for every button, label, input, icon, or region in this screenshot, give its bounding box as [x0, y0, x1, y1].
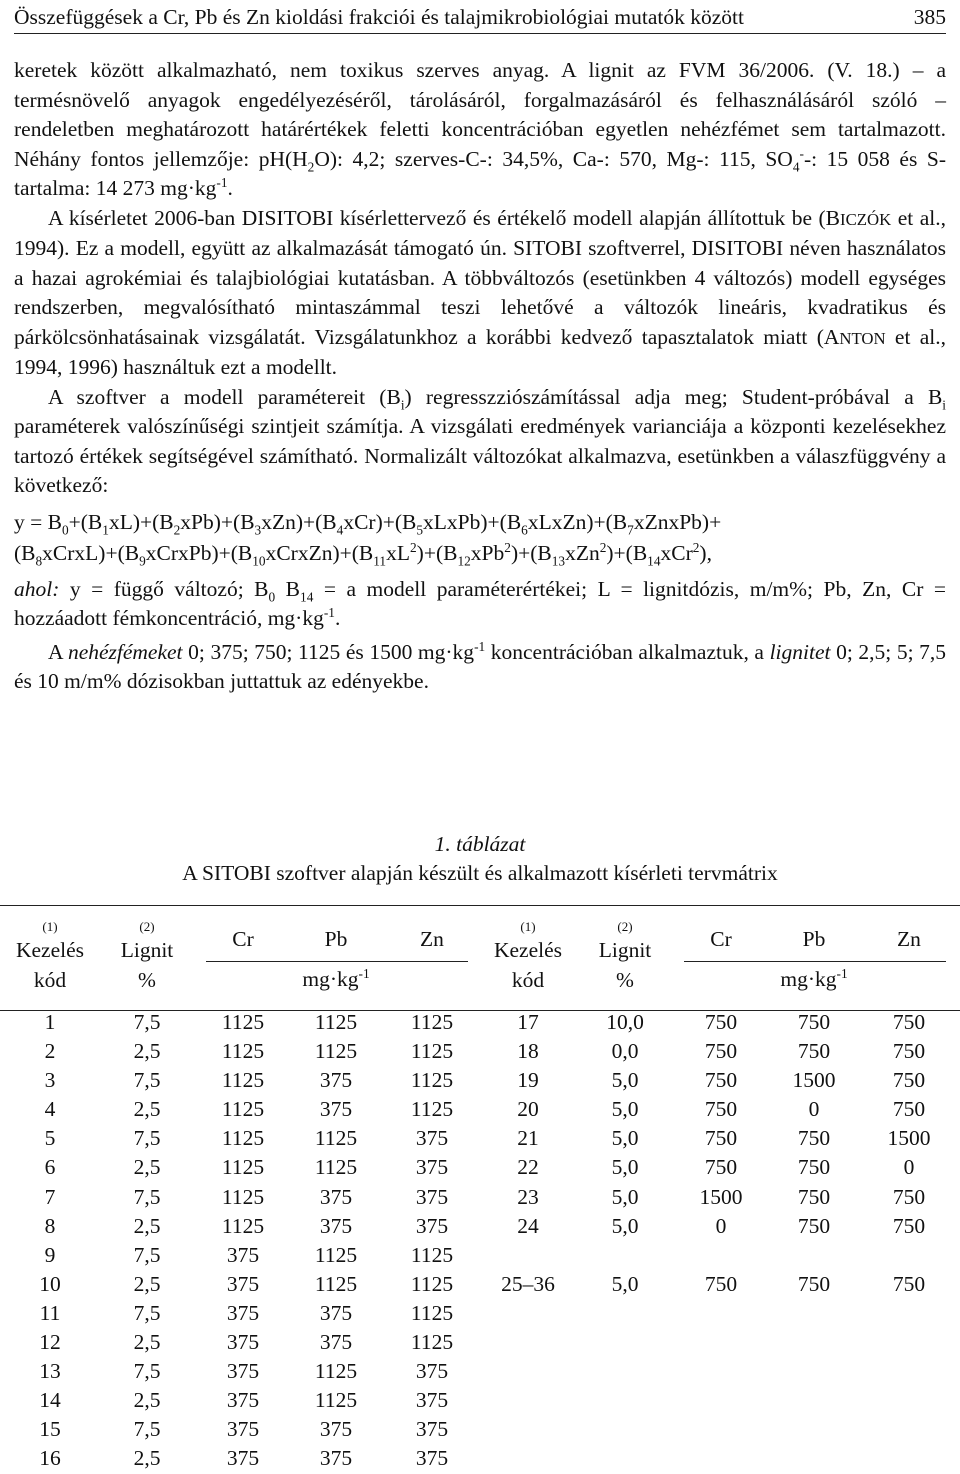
table-cell: 0,0 — [611, 1039, 639, 1064]
table-cell: 5,0 — [611, 1068, 639, 1093]
table-cell: 750 — [704, 1155, 738, 1180]
table-cell — [488, 1241, 568, 1270]
table-cell: 750 — [892, 1010, 926, 1034]
header-code-right: kód — [511, 968, 545, 992]
table-cell: 0 — [715, 1213, 727, 1238]
table-cell: 11 — [39, 1300, 61, 1325]
table-cell: 375 — [226, 1330, 260, 1355]
table-cell: 25–36 — [501, 1271, 555, 1296]
table-cell: 7 — [44, 1184, 56, 1209]
table-title: A SITOBI szoftver alapján készült és alkalmazott kísérleti tervmátrix — [182, 861, 778, 885]
header-treatment: Kezelés — [15, 938, 85, 962]
table-cell: 1125 — [410, 1242, 454, 1267]
equation-line-1: $y = B_0+(B_1xL)+(B_2xPb)+(B_3xZn)+(B_4xCr)+(B_5xLxPb)+(B_6xLxZn)+(B_7xZnxPb)+$ — [14, 509, 722, 537]
unit-rule-left — [206, 961, 468, 962]
table-cell: 0 — [903, 1155, 915, 1180]
table-cell: 750 — [797, 1039, 831, 1064]
table-cell: 1125 — [410, 1097, 454, 1122]
table-cell: 18 — [517, 1039, 539, 1064]
header-treatment-right: Kezelés — [493, 938, 563, 962]
body-text — [14, 56, 946, 697]
header-unit-right: $mg\cdot kg^{-1}$ — [780, 965, 848, 991]
table-cell: 375 — [319, 1330, 353, 1355]
table-cell: 5,0 — [611, 1184, 639, 1209]
table-cell: 2,5 — [133, 1446, 161, 1471]
table-cell: 750 — [892, 1039, 926, 1064]
table-cell: 375 — [415, 1417, 449, 1442]
table-cell: 375 — [415, 1155, 449, 1180]
table-cell: 375 — [415, 1359, 449, 1384]
table-cell: 1 — [44, 1010, 56, 1034]
table-cell: 375 — [319, 1417, 353, 1442]
header-code: kód — [33, 968, 67, 992]
table-cell: 375 — [226, 1359, 260, 1384]
table-cell: 16 — [39, 1446, 61, 1471]
column-code-left — [20, 1008, 80, 1474]
table-cell: 375 — [415, 1446, 449, 1471]
table-cell: 1125 — [314, 1271, 358, 1296]
table-cell: 750 — [704, 1097, 738, 1122]
table-cell: 750 — [892, 1097, 926, 1122]
table-cell: 1125 — [410, 1068, 454, 1093]
column-cr-left — [208, 1008, 278, 1474]
table-cell: 7,5 — [133, 1010, 161, 1034]
table-cell: 375 — [415, 1388, 449, 1413]
paragraph-3: A szoftver a modell paramétereit $(B_i)$ regresszziószámítással adja meg; Student-próbával a $B_i$ paraméterek valószínűségi szintjeit számítja. A vizsgálati eredmények varianciája a központi kezelésekhez tartozó értékek segítségével számítható. Normalizált változókat alkalmazva, esetünkben a válaszfüggvény a következő: — [14, 384, 946, 497]
table-cell: 750 — [797, 1010, 831, 1034]
table-cell — [686, 1241, 756, 1270]
table-cell: 24 — [517, 1213, 539, 1238]
design-matrix-table — [0, 905, 960, 1473]
table-cell: 13 — [39, 1359, 61, 1384]
table-top-rule — [0, 905, 960, 906]
header-unit: $mg\cdot kg^{-1}$ — [302, 965, 370, 991]
table-cell: 1125 — [314, 1155, 358, 1180]
table-cell: 1125 — [410, 1271, 454, 1296]
table-cell: 7,5 — [133, 1359, 161, 1384]
table-cell: 750 — [704, 1068, 738, 1093]
table-cell: 750 — [797, 1155, 831, 1180]
table-cell: 375 — [226, 1242, 260, 1267]
table-cell: 1125 — [221, 1155, 265, 1180]
table-cell: 20 — [517, 1097, 539, 1122]
table-cell: 7,5 — [133, 1068, 161, 1093]
table-cell: 1125 — [221, 1213, 265, 1238]
table-cell: 2,5 — [133, 1213, 161, 1238]
table-cell: 1125 — [221, 1126, 265, 1151]
table-cell: 1125 — [221, 1184, 265, 1209]
table-cell: 0 — [808, 1097, 820, 1122]
table-cell: 1125 — [314, 1359, 358, 1384]
table-cell: 1500 — [699, 1184, 743, 1209]
table-caption — [0, 830, 960, 888]
table-cell: 2,5 — [133, 1097, 161, 1122]
table-cell: 7,5 — [133, 1242, 161, 1267]
table-cell: 375 — [415, 1126, 449, 1151]
header-footnote-1: (1) — [42, 919, 58, 934]
table-cell: 12 — [39, 1330, 61, 1355]
header-cr: Cr — [232, 927, 254, 951]
table-cell: 10 — [39, 1271, 61, 1296]
table-cell: 375 — [415, 1213, 449, 1238]
header-lignite-right: Lignit — [598, 938, 652, 962]
running-header — [14, 4, 946, 34]
table-cell: 7,5 — [133, 1300, 161, 1325]
table-cell — [874, 1241, 944, 1270]
header-zn-right: Zn — [897, 927, 921, 951]
column-zn-right — [874, 1008, 944, 1299]
table-cell: 375 — [319, 1446, 353, 1471]
table-cell: 2 — [44, 1039, 56, 1064]
header-pb: Pb — [324, 927, 348, 951]
paragraph-4: ahol: y = függő változó; $B_0$ $B_{14} = a$ modell paraméterértékei; L = lignitdózis, m/m%; Pb, Zn, Cr = hozzáadott fémkoncentráció, $mg\cdot kg^{-1}$. — [14, 576, 946, 630]
table-cell: 750 — [892, 1184, 926, 1209]
header-footnote-1-right: (1) — [520, 919, 536, 934]
table-cell: 1125 — [221, 1068, 265, 1093]
unit-rule-right — [684, 961, 946, 962]
header-pb-right: Pb — [802, 927, 826, 951]
table-cell: 750 — [797, 1184, 831, 1209]
table-cell: 375 — [319, 1097, 353, 1122]
column-code-right — [488, 1008, 568, 1299]
table-cell: 750 — [704, 1126, 738, 1151]
table-cell: 5 — [44, 1126, 56, 1151]
table-cell: 1125 — [410, 1039, 454, 1064]
table-cell: 7,5 — [133, 1184, 161, 1209]
table-cell: 14 — [39, 1388, 61, 1413]
table-cell: 750 — [797, 1213, 831, 1238]
table-cell: 1125 — [410, 1010, 454, 1034]
table-cell: 23 — [517, 1184, 539, 1209]
table-cell: 5,0 — [611, 1097, 639, 1122]
page-number: 385 — [913, 5, 946, 29]
table-cell: 375 — [319, 1213, 353, 1238]
table-cell: 17 — [517, 1010, 539, 1034]
table-cell: 15 — [39, 1417, 61, 1442]
header-footnote-2: (2) — [139, 919, 155, 934]
table-cell: 8 — [44, 1213, 56, 1238]
paragraph-5: A nehézfémeket 0; 375; 750; 1125 és 1500 $mg\cdot kg^{-1}$ koncentrációban alkalmaztuk, a lignitet 0; 2,5; 5; 7,5 és 10 m/m% dózisokban juttattuk az edényekbe. — [14, 638, 947, 693]
table-cell: 1500 — [792, 1068, 836, 1093]
table-cell: 1125 — [221, 1010, 265, 1034]
table-cell: 2,5 — [133, 1388, 161, 1413]
table-cell: 2,5 — [133, 1330, 161, 1355]
table-cell: 750 — [797, 1126, 831, 1151]
table-cell: 375 — [226, 1388, 260, 1413]
table-cell: 7,5 — [133, 1126, 161, 1151]
table-cell: 9 — [44, 1242, 56, 1267]
table-number: 1. táblázat — [434, 832, 526, 856]
table-cell: 750 — [892, 1068, 926, 1093]
table-cell: 1125 — [314, 1388, 358, 1413]
column-pb-left — [301, 1008, 371, 1474]
table-cell: 375 — [415, 1184, 449, 1209]
table-cell — [593, 1241, 657, 1270]
table-cell: 750 — [704, 1271, 738, 1296]
table-cell: 1125 — [314, 1010, 358, 1034]
table-cell: 5,0 — [611, 1271, 639, 1296]
equation — [14, 507, 946, 569]
equation-line-2: $(B_8xCrxL)+(B_9xCrxPb)+(B_{10}xCrxZn)+(B_{11}xL^2)+(B_{12}xPb^2)+(B_{13}xZn^2)+(B_{14}xCr^2)$, — [14, 539, 712, 568]
column-cr-right — [686, 1008, 756, 1299]
table-cell: 1125 — [221, 1039, 265, 1064]
table-cell: 750 — [797, 1271, 831, 1296]
table-cell: 750 — [704, 1010, 738, 1034]
table-cell: 5,0 — [611, 1155, 639, 1180]
header-percent-right: % — [616, 968, 634, 992]
table-cell: 375 — [226, 1417, 260, 1442]
table-cell: 1125 — [314, 1126, 358, 1151]
table-cell: 375 — [226, 1446, 260, 1471]
table-cell: 375 — [226, 1271, 260, 1296]
table-cell: 375 — [319, 1068, 353, 1093]
table-cell: 3 — [44, 1068, 56, 1093]
table-cell: 2,5 — [133, 1155, 161, 1180]
table-cell: 10,0 — [606, 1010, 644, 1034]
table-cell: 1500 — [887, 1126, 931, 1151]
table-cell: 375 — [226, 1300, 260, 1325]
running-title: Összefüggések a Cr, Pb és Zn kioldási frakciói és talajmikrobiológiai mutatók között — [14, 5, 744, 29]
table-cell: 2,5 — [133, 1039, 161, 1064]
header-lignite: Lignit — [120, 938, 174, 962]
table-cell: 1125 — [410, 1300, 454, 1325]
column-zn-left — [397, 1008, 467, 1474]
table-cell: 5,0 — [611, 1213, 639, 1238]
paragraph-2: A kísérletet 2006-ban DISITOBI kísérlettervező és értékelő modell alapján állítottuk be (BICZÓK et al., 1994). Ez a modell, együtt az alkalmazását támogató ún. SITOBI szoftverrel, DISITOBI néven használatos a hazai agrokémiai és talajbiológiai kutatásban. A többváltozós (esetünkben 4 változós) modell egységes rendszerben, megvalósítható mintaszámmal teszi lehetővé a változók lineáris, kvadratikus és párkölcsönhatásainak vizsgálatát. Vizsgálatunkhoz a korábbi kedvező tapasztalatok miatt (ANTON et al., 1994, 1996) használtuk ezt a modellt. — [14, 205, 946, 379]
column-lignite-right — [593, 1008, 657, 1299]
table-cell: 2,5 — [133, 1271, 161, 1296]
column-lignite-left — [115, 1008, 179, 1474]
table-cell: 375 — [319, 1184, 353, 1209]
header-percent: % — [138, 968, 156, 992]
table-cell: 375 — [319, 1300, 353, 1325]
table-cell: 750 — [892, 1213, 926, 1238]
header-footnote-2-right: (2) — [617, 919, 633, 934]
header-cr-right: Cr — [710, 927, 732, 951]
table-cell: 1125 — [221, 1097, 265, 1122]
table-cell: 1125 — [410, 1330, 454, 1355]
table-cell: 7,5 — [133, 1417, 161, 1442]
table-cell: 6 — [44, 1155, 56, 1180]
table-cell — [779, 1241, 849, 1270]
table-cell: 750 — [704, 1039, 738, 1064]
table-cell: 22 — [517, 1155, 539, 1180]
table-cell: 5,0 — [611, 1126, 639, 1151]
column-pb-right — [779, 1008, 849, 1299]
header-zn: Zn — [420, 927, 444, 951]
table-cell: 19 — [517, 1068, 539, 1093]
table-cell: 4 — [44, 1097, 56, 1122]
table-cell: 21 — [517, 1126, 539, 1151]
table-cell: 1125 — [314, 1039, 358, 1064]
table-cell: 750 — [892, 1271, 926, 1296]
table-cell: 1125 — [314, 1242, 358, 1267]
paragraph-1: keretek között alkalmazható, nem toxikus szerves anyag. A lignit az FVM 36/2006. (V. 18.) – a termésnövelő anyagok engedélyezéséről, tárolásáról, forgalmazásáról és felhasználásáról szóló – rendeletben meghatározott határértékek feletti koncentrációban egyetlen nehézfémet sem tartalmazott. Néhány fontos jellemzője: $pH(H_2O)$: 4,2; szerves-C-: 34,5%, Ca-: 570, Mg-: 115, $SO_4^--$: 15 058 és S-tartalma: 14 273 $mg\cdot kg^{-1}$. — [14, 58, 946, 200]
